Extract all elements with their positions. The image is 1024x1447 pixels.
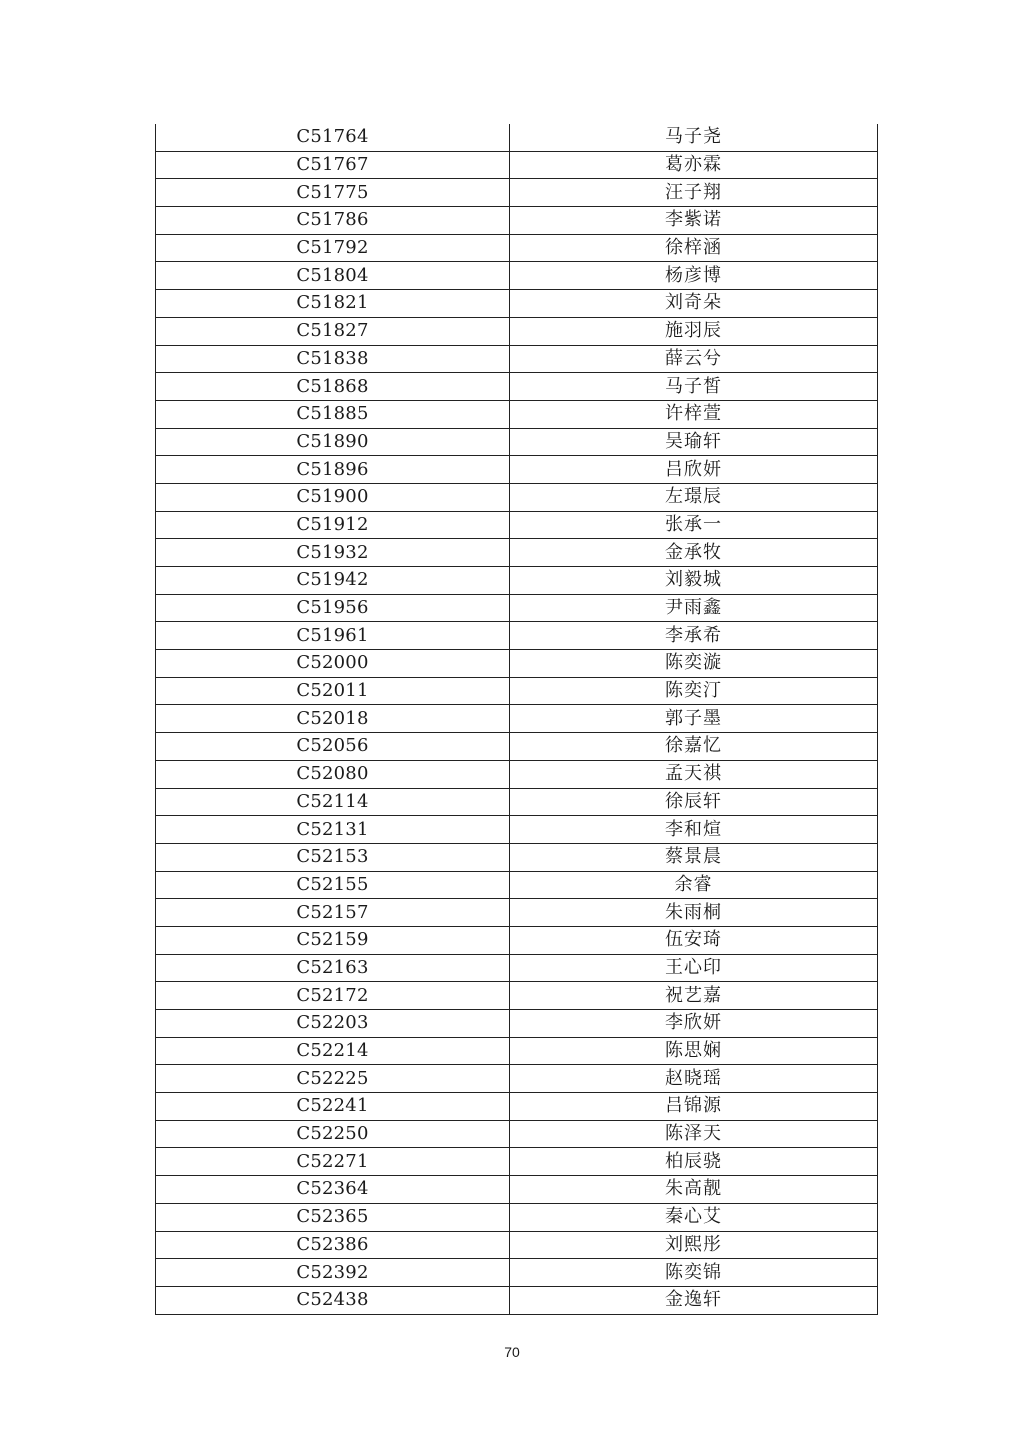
code-cell: C52364: [156, 1176, 510, 1204]
code-cell: C52000: [156, 650, 510, 678]
code-cell: C51775: [156, 179, 510, 207]
table-row: [156, 1286, 878, 1314]
code-cell: C51956: [156, 594, 510, 622]
code-cell: C51890: [156, 428, 510, 456]
table-row: [156, 1176, 878, 1204]
table-row: [156, 539, 878, 567]
table-row: [156, 871, 878, 899]
name-cell: 葛亦霖: [510, 151, 878, 179]
table-row: [156, 179, 878, 207]
table-row: [156, 511, 878, 539]
name-cell: 李承希: [510, 622, 878, 650]
table-row: [156, 594, 878, 622]
table-row: [156, 733, 878, 761]
name-cell: 蔡景晨: [510, 843, 878, 871]
table-row: [156, 400, 878, 428]
name-cell: 徐辰轩: [510, 788, 878, 816]
table-row: [156, 1259, 878, 1287]
name-cell: 郭子墨: [510, 705, 878, 733]
code-cell: C51827: [156, 317, 510, 345]
table-row: [156, 760, 878, 788]
name-cell: 马子尧: [510, 124, 878, 151]
table-row: [156, 317, 878, 345]
code-cell: C52225: [156, 1065, 510, 1093]
name-cell: 徐梓涵: [510, 234, 878, 262]
name-cell: 徐嘉忆: [510, 733, 878, 761]
name-cell: 朱高靓: [510, 1176, 878, 1204]
table-row: [156, 456, 878, 484]
code-cell: C52392: [156, 1259, 510, 1287]
roster-table: [155, 124, 878, 1315]
table-row: [156, 622, 878, 650]
table-row: [156, 373, 878, 401]
code-cell: C52153: [156, 843, 510, 871]
code-cell: C52159: [156, 926, 510, 954]
name-cell: 左璟辰: [510, 483, 878, 511]
name-cell: 刘毅城: [510, 567, 878, 595]
name-cell: 吕欣妍: [510, 456, 878, 484]
code-cell: C52271: [156, 1148, 510, 1176]
table-row: [156, 567, 878, 595]
name-cell: 许梓萱: [510, 400, 878, 428]
code-cell: C51900: [156, 483, 510, 511]
table-row: [156, 677, 878, 705]
code-cell: C51868: [156, 373, 510, 401]
code-cell: C51838: [156, 345, 510, 373]
table-row: [156, 788, 878, 816]
name-cell: 余睿: [510, 871, 878, 899]
name-cell: 吴瑜轩: [510, 428, 878, 456]
code-cell: C51942: [156, 567, 510, 595]
code-cell: C51786: [156, 207, 510, 235]
page-number: 70: [504, 1344, 520, 1360]
code-cell: C52203: [156, 1010, 510, 1038]
code-cell: C52131: [156, 816, 510, 844]
table-row: [156, 1120, 878, 1148]
table-row: [156, 1203, 878, 1231]
name-cell: 金承牧: [510, 539, 878, 567]
table-row: [156, 705, 878, 733]
name-cell: 薛云兮: [510, 345, 878, 373]
code-cell: C52018: [156, 705, 510, 733]
name-cell: 朱雨桐: [510, 899, 878, 927]
name-cell: 赵晓瑶: [510, 1065, 878, 1093]
name-cell: 陈泽天: [510, 1120, 878, 1148]
table-row: [156, 1231, 878, 1259]
name-cell: 陈奕锦: [510, 1259, 878, 1287]
table-row: [156, 483, 878, 511]
code-cell: C52438: [156, 1286, 510, 1314]
name-cell: 伍安琦: [510, 926, 878, 954]
code-cell: C51885: [156, 400, 510, 428]
table-row: [156, 1148, 878, 1176]
table-row: [156, 982, 878, 1010]
name-cell: 尹雨鑫: [510, 594, 878, 622]
table-row: [156, 262, 878, 290]
name-cell: 刘奇朵: [510, 290, 878, 318]
name-cell: 刘熙彤: [510, 1231, 878, 1259]
table-row: [156, 926, 878, 954]
name-cell: 孟天祺: [510, 760, 878, 788]
code-cell: C51792: [156, 234, 510, 262]
table-row: [156, 124, 878, 151]
name-cell: 汪子翔: [510, 179, 878, 207]
code-cell: C52250: [156, 1120, 510, 1148]
name-cell: 王心印: [510, 954, 878, 982]
table-row: [156, 234, 878, 262]
code-cell: C51932: [156, 539, 510, 567]
code-cell: C52056: [156, 733, 510, 761]
name-cell: 陈奕漩: [510, 650, 878, 678]
code-cell: C52157: [156, 899, 510, 927]
code-cell: C52172: [156, 982, 510, 1010]
code-cell: C52163: [156, 954, 510, 982]
table-row: [156, 1065, 878, 1093]
table-row: [156, 816, 878, 844]
name-cell: 陈奕汀: [510, 677, 878, 705]
roster-table-body: [156, 124, 878, 1314]
table-row: [156, 151, 878, 179]
code-cell: C52386: [156, 1231, 510, 1259]
name-cell: 李紫诺: [510, 207, 878, 235]
name-cell: 柏辰骁: [510, 1148, 878, 1176]
code-cell: C52214: [156, 1037, 510, 1065]
table-row: [156, 899, 878, 927]
table-row: [156, 345, 878, 373]
table-row: [156, 207, 878, 235]
table-row: [156, 428, 878, 456]
code-cell: C52365: [156, 1203, 510, 1231]
name-cell: 杨彦博: [510, 262, 878, 290]
code-cell: C51764: [156, 124, 510, 151]
code-cell: C52114: [156, 788, 510, 816]
code-cell: C51961: [156, 622, 510, 650]
name-cell: 祝艺嘉: [510, 982, 878, 1010]
code-cell: C51896: [156, 456, 510, 484]
name-cell: 陈思娴: [510, 1037, 878, 1065]
code-cell: C52155: [156, 871, 510, 899]
table-row: [156, 1093, 878, 1121]
code-cell: C52080: [156, 760, 510, 788]
code-cell: C51912: [156, 511, 510, 539]
code-cell: C52011: [156, 677, 510, 705]
name-cell: 吕锦源: [510, 1093, 878, 1121]
table-row: [156, 954, 878, 982]
table-row: [156, 1037, 878, 1065]
name-cell: 张承一: [510, 511, 878, 539]
code-cell: C51821: [156, 290, 510, 318]
table-row: [156, 1010, 878, 1038]
code-cell: C51767: [156, 151, 510, 179]
table-row: [156, 650, 878, 678]
code-cell: C52241: [156, 1093, 510, 1121]
table-row: [156, 290, 878, 318]
name-cell: 李欣妍: [510, 1010, 878, 1038]
table-row: [156, 843, 878, 871]
name-cell: 秦心艾: [510, 1203, 878, 1231]
name-cell: 金逸轩: [510, 1286, 878, 1314]
name-cell: 李和煊: [510, 816, 878, 844]
name-cell: 施羽辰: [510, 317, 878, 345]
name-cell: 马子皙: [510, 373, 878, 401]
code-cell: C51804: [156, 262, 510, 290]
